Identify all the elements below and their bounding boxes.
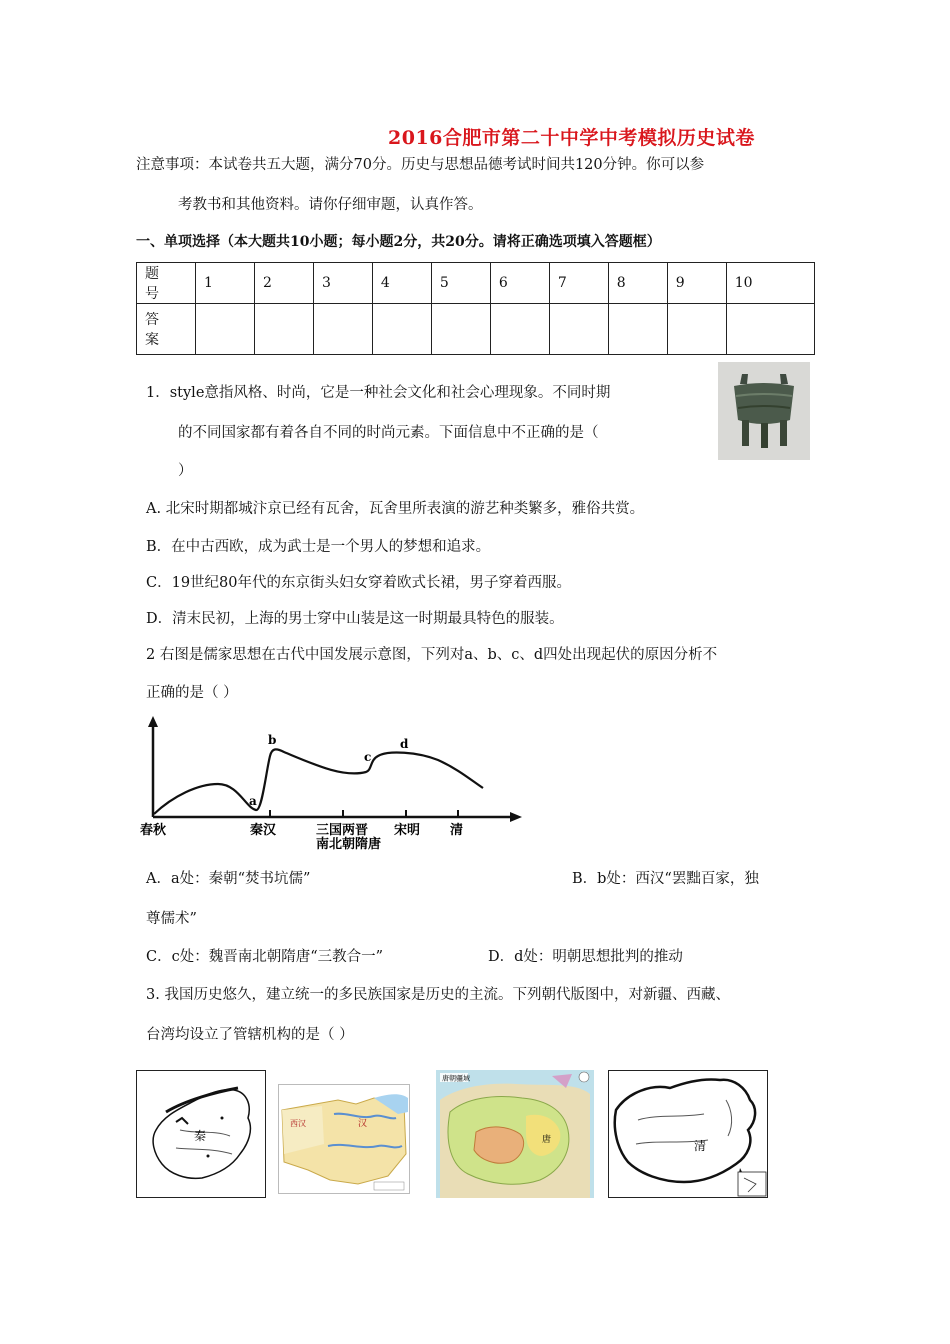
answer-cell[interactable] bbox=[608, 304, 667, 355]
answer-cell[interactable] bbox=[667, 304, 726, 355]
tang-dynasty-map bbox=[436, 1070, 594, 1198]
axis-label-chunqiu: 春秋 bbox=[140, 823, 167, 838]
answer-cell[interactable] bbox=[726, 304, 814, 355]
answer-cell[interactable] bbox=[431, 304, 490, 355]
q2-option-a: A．a处：秦朝“焚书坑儒” bbox=[146, 871, 311, 887]
qin-map-label: 秦 bbox=[194, 1129, 207, 1143]
y-axis-arrow bbox=[148, 716, 158, 727]
number-cell: 2 bbox=[254, 263, 313, 304]
point-label-d: d bbox=[400, 737, 409, 751]
q3-line-2: 台湾均设立了管辖机构的是（ ） bbox=[146, 1027, 354, 1043]
answer-cell[interactable] bbox=[254, 304, 313, 355]
number-cell: 5 bbox=[431, 263, 490, 304]
q1-line-1: 1．style意指风格、时尚，它是一种社会文化和社会心理现象。不同时期 bbox=[146, 385, 611, 401]
q2-option-b: B．b处：西汉“罢黜百家，独 bbox=[572, 871, 759, 887]
tang-map-title: 唐朝疆域 bbox=[442, 1074, 470, 1083]
answer-cell[interactable] bbox=[549, 304, 608, 355]
q1-line-2: 的不同国家都有着各自不同的时尚元素。下面信息中不正确的是（ bbox=[178, 425, 599, 441]
answer-table-answer-row bbox=[137, 304, 815, 355]
q1-option-c: C．19世纪80年代的东京街头妇女穿着欧式长裙，男子穿着西服。 bbox=[146, 575, 571, 591]
exam-title: 2016合肥市第二十中学中考模拟历史试卷 bbox=[388, 127, 755, 149]
number-cell: 9 bbox=[667, 263, 726, 304]
qing-map-label: 清 bbox=[694, 1139, 707, 1153]
q3-line-1: 3. 我国历史悠久，建立统一的多民族国家是历史的主流。下列朝代版图中，对新疆、西藏、 bbox=[146, 987, 730, 1003]
point-label-b: b bbox=[268, 733, 277, 747]
western-han-map-label: 西汉 bbox=[290, 1119, 306, 1128]
q2-line-2: 正确的是（ ） bbox=[146, 685, 238, 701]
q2-line-1: 2 右图是儒家思想在古代中国发展示意图，下列对a、b、c、d四处出现起伏的原因分析不 bbox=[146, 647, 718, 663]
axis-label-qing: 清 bbox=[450, 823, 464, 838]
number-cell: 6 bbox=[490, 263, 549, 304]
number-cell: 10 bbox=[726, 263, 814, 304]
number-cell: 7 bbox=[549, 263, 608, 304]
answer-cell[interactable] bbox=[313, 304, 372, 355]
x-axis-arrow bbox=[510, 812, 522, 822]
q2-option-d: D．d处：明朝思想批判的推动 bbox=[488, 949, 683, 965]
development-curve bbox=[154, 749, 483, 814]
axis-label-qinhan: 秦汉 bbox=[250, 823, 277, 838]
number-cell: 4 bbox=[372, 263, 431, 304]
number-cell: 8 bbox=[608, 263, 667, 304]
tang-map-label: 唐 bbox=[542, 1135, 552, 1145]
q1-option-d: D．清末民初，上海的男士穿中山装是这一时期最具特色的服装。 bbox=[146, 611, 564, 627]
answer-cell[interactable] bbox=[490, 304, 549, 355]
section-1-heading: 一、单项选择（本大题共10小题；每小题2分，共20分。请将正确选项填入答题框） bbox=[136, 234, 661, 250]
number-cell: 1 bbox=[196, 263, 255, 304]
qin-dynasty-map bbox=[136, 1070, 266, 1198]
confucianism-development-diagram bbox=[138, 714, 528, 854]
answer-table bbox=[136, 262, 815, 355]
point-label-c: c bbox=[364, 750, 372, 764]
q2-option-c: C．c处：魏晋南北朝隋唐“三教合一” bbox=[146, 949, 384, 965]
q1-line-3: ） bbox=[178, 463, 193, 479]
answer-cell[interactable] bbox=[196, 304, 255, 355]
qing-dynasty-map bbox=[608, 1070, 768, 1198]
number-cell: 3 bbox=[313, 263, 372, 304]
axis-label-sanguo: 三国两晋 bbox=[316, 823, 369, 838]
axis-label-nanbeichao: 南北朝隋唐 bbox=[316, 837, 382, 852]
axis-label-songming: 宋明 bbox=[394, 823, 421, 838]
row-label-number: 题 号 bbox=[137, 263, 196, 304]
answer-cell[interactable] bbox=[372, 304, 431, 355]
q1-option-a: A. 北宋时期都城汴京已经有瓦舍，瓦舍里所表演的游艺种类繁多，雅俗共赏。 bbox=[146, 501, 645, 517]
q2-option-b-continued: 尊儒术” bbox=[146, 911, 197, 927]
row-label-answer: 答 案 bbox=[137, 304, 196, 355]
q1-option-b: B．在中古西欧，成为武士是一个男人的梦想和追求。 bbox=[146, 539, 491, 555]
answer-table-number-row bbox=[137, 263, 815, 304]
point-label-a: a bbox=[249, 794, 257, 808]
notice-line-1: 注意事项：本试卷共五大题，满分70分。历史与思想品德考试时间共120分钟。你可以参 bbox=[136, 157, 705, 173]
han-dynasty-map bbox=[278, 1084, 410, 1194]
bronze-ding-photo bbox=[718, 362, 810, 460]
notice-line-2: 考教书和其他资料。请你仔细审题，认真作答。 bbox=[178, 197, 483, 213]
han-map-label: 汉 bbox=[358, 1119, 368, 1129]
